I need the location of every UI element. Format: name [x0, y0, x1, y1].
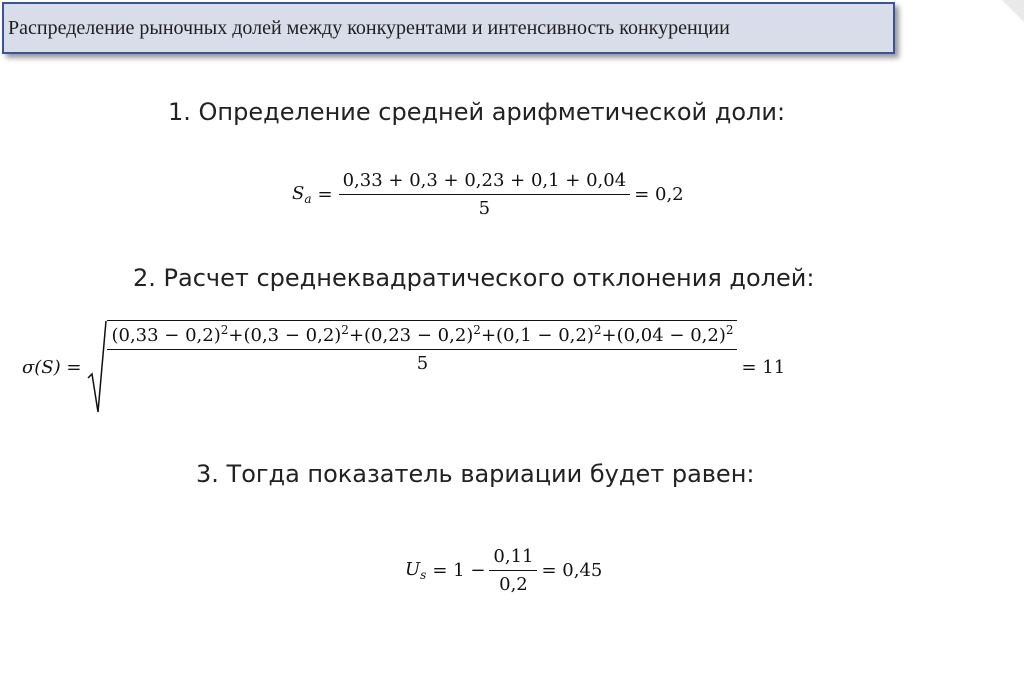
- step3-heading: 3. Тогда показатель вариации будет равен:: [196, 460, 755, 488]
- step1-equals: =: [317, 184, 333, 205]
- step2-result: = 11: [741, 356, 786, 378]
- step2-sqrt: [87, 320, 737, 414]
- step1-numerator: 0,33 + 0,3 + 0,23 + 0,1 + 0,04: [342, 170, 627, 191]
- step2-fraction: [107, 323, 737, 374]
- step2-power: 2: [341, 323, 349, 337]
- step3-lhs-subscript: s: [420, 568, 427, 582]
- step1-lhs: S: [292, 183, 305, 204]
- slide-title-box: [2, 2, 895, 54]
- step3-lhs-symbol: [405, 559, 426, 582]
- step2-term: +(0,3 − 0,2): [228, 325, 342, 346]
- step2-power: 2: [593, 323, 602, 337]
- step2-term: +(0,23 − 0,2): [348, 325, 474, 346]
- step1-lhs-symbol: [292, 183, 312, 206]
- step1-denominator: 5: [478, 198, 491, 219]
- step1-fraction: [339, 170, 631, 219]
- slide-corner-fold: [1002, 0, 1024, 22]
- step2-denominator: 5: [416, 353, 429, 374]
- step2-sqrt-body: [107, 320, 737, 414]
- radical-sign-icon: [87, 320, 107, 414]
- step1-result: = 0,2: [634, 184, 684, 205]
- step2-term: +(0,1 − 0,2): [480, 325, 594, 346]
- step3-numerator: 0,11: [493, 546, 534, 567]
- step2-lhs: σ(S) =: [22, 356, 82, 378]
- step3-formula: [405, 546, 602, 595]
- step2-power: 2: [220, 323, 229, 337]
- step3-minus: = 1 −: [432, 560, 486, 581]
- step2-power: 2: [725, 323, 734, 337]
- step2-formula: [22, 320, 785, 414]
- step2-heading: 2. Расчет среднеквадратического отклонения долей:: [133, 264, 815, 292]
- step3-lhs: U: [405, 559, 421, 580]
- step2-numerator: [107, 323, 737, 349]
- step2-term: +(0,04 − 0,2): [601, 325, 726, 346]
- slide-title: Распределение рыночных долей между конкурентами и интенсивность конкуренции: [8, 16, 730, 39]
- step2-term: (0,33 − 0,2): [111, 325, 221, 346]
- step2-power: 2: [473, 323, 481, 337]
- step3-result: = 0,45: [541, 560, 603, 581]
- step3-fraction: [489, 546, 537, 595]
- step1-formula: [292, 170, 684, 219]
- step3-denominator: 0,2: [499, 574, 528, 595]
- step1-lhs-subscript: a: [304, 192, 312, 206]
- step1-heading: 1. Определение средней арифметической доли:: [168, 98, 786, 126]
